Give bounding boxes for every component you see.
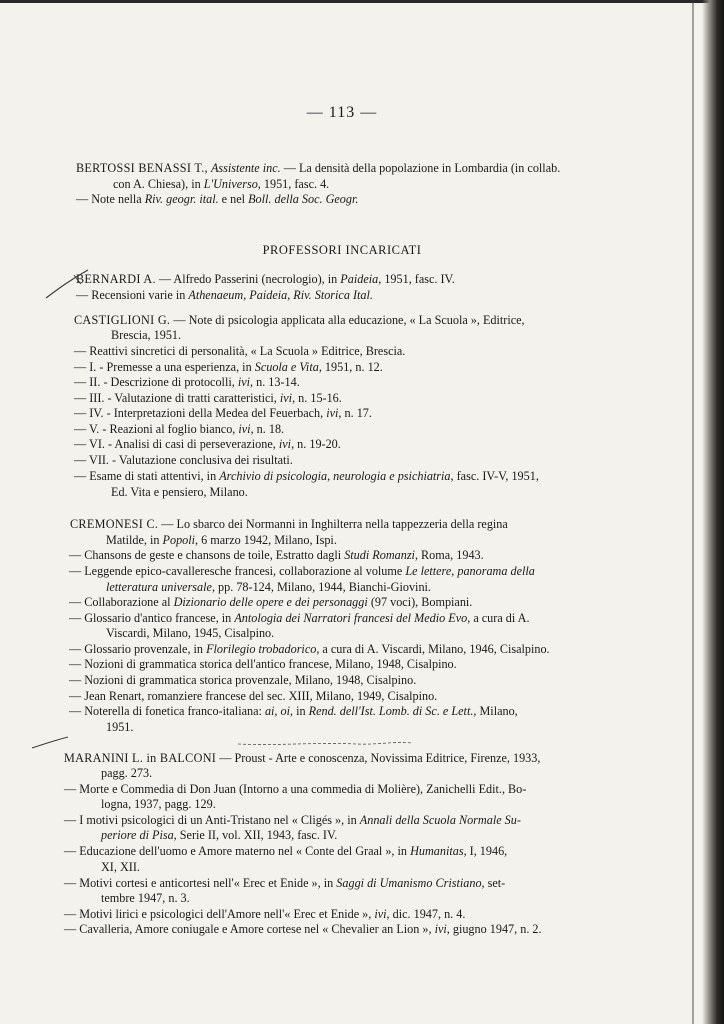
journal-title: L'Universo <box>203 177 258 191</box>
entry-text: e nel <box>218 192 249 206</box>
entry-text: (97 voci), Bompiani. <box>367 595 473 609</box>
book-title: Florilegio trobadorico <box>206 642 317 656</box>
entry-text: — Esame di stati attentivi, in <box>74 469 220 483</box>
book-title: Le lettere, panorama della <box>405 564 535 578</box>
book-title: Dizionario delle opere e dei personaggi <box>173 595 368 609</box>
entry-maranini-line-9 <box>64 876 505 892</box>
entry-maranini-line-10: tembre 1947, n. 3. <box>101 891 190 905</box>
entry-text: — Proust - Arte e conoscenza, Novissima Editrice, Firenze, 1933, <box>216 751 541 765</box>
entry-castiglioni-line-11 <box>74 469 539 485</box>
journal-title: Archivio di psicologia, neurologia e psichiatria <box>219 469 451 483</box>
entry-cremonesi-line-14: 1951. <box>106 720 134 734</box>
author-name: CREMONESI C. <box>70 517 159 531</box>
entry-text: — Note nella <box>76 192 145 206</box>
entry-maranini-line-1 <box>64 751 540 767</box>
entry-cremonesi-line-9 <box>69 642 550 658</box>
journal-title: Humanitas <box>410 844 464 858</box>
entry-cremonesi-line-6 <box>69 595 472 611</box>
journal-title: Boll. della Soc. Geogr. <box>248 192 359 206</box>
entry-text: , Milano, <box>473 704 518 718</box>
entry-text: , I, 1946, <box>463 844 508 858</box>
entry-text: , 1951, fasc. IV. <box>378 272 455 286</box>
entry-text: — Glossario provenzale, in <box>69 642 207 656</box>
entry-text: , Roma, 1943. <box>414 548 484 562</box>
entry-text: , n. 19-20. <box>291 437 341 451</box>
author-name: CASTIGLIONI G. <box>74 313 171 327</box>
entry-maranini-line-3: — Morte e Commedia di Don Juan (Intorno a una commedia di Molière), Zanichelli Edit., Bo- <box>64 782 527 796</box>
entry-maranini-line-4: logna, 1937, pagg. 129. <box>101 797 216 811</box>
entry-text: , set- <box>481 876 506 890</box>
entry-cremonesi-line-2 <box>106 533 337 549</box>
italic-text: ivi <box>237 375 250 389</box>
entry-text: , Serie II, vol. XII, 1943, fasc. IV. <box>173 828 338 842</box>
italic-text: ai, oi, <box>264 704 294 718</box>
entry-maranini-line-6 <box>101 828 337 844</box>
entry-maranini-line-2: pagg. 273. <box>101 766 153 780</box>
entry-text: — II. - Descrizione di protocolli, <box>74 375 238 389</box>
journal-title: Riv. geogr. ital. <box>144 192 219 206</box>
journal-title: periore di Pisa <box>101 828 174 842</box>
journal-title: Popoli <box>162 533 196 547</box>
entry-cremonesi-line-1 <box>70 517 508 533</box>
entry-text: — Note di psicologia applicata alla educazione, « La Scuola », Editrice, <box>170 313 525 327</box>
entry-cremonesi-line-12: — Jean Renart, romanziere francese del sec. XIII, Milano, 1949, Cisalpino. <box>69 689 438 703</box>
book-title: Antologia dei Narratori francesi del Medio Evo <box>234 611 468 625</box>
italic-text: ivi <box>279 391 293 405</box>
entry-text: — Glossario d'antico francese, in <box>69 611 235 625</box>
entry-text: , 6 marzo 1942, Milano, Ispi. <box>195 533 337 547</box>
entry-maranini-line-11 <box>64 907 465 923</box>
entry-bernardi-line-1 <box>76 272 455 288</box>
entry-cremonesi-line-13 <box>69 704 518 720</box>
journal-title: Paideia <box>340 272 379 286</box>
journal-title: Annali della Scuola Normale Su- <box>359 813 521 827</box>
entry-text: — Alfredo Passerini (necrologio), in <box>155 272 341 286</box>
page-number: — 113 — <box>306 104 378 121</box>
entry-text: — Cavalleria, Amore coniugale e Amore cortese nel « Chevalier an Lion », <box>64 922 435 936</box>
italic-text: ivi <box>326 406 339 420</box>
italic-text: ivi <box>238 422 251 436</box>
entry-text: — Lo sbarco dei Normanni in Inghilterra nella tappezzeria della regina <box>158 517 508 531</box>
entry-castiglioni-line-10: — VII. - Valutazione conclusiva dei risultati. <box>74 453 293 467</box>
entry-text: — V. - Reazioni al foglio bianco, <box>74 422 239 436</box>
pencil-margin-mark <box>30 734 70 750</box>
entry-maranini-line-5 <box>64 813 521 829</box>
journal-title: Scuola e Vita <box>254 360 319 374</box>
entry-text: , n. 17. <box>338 406 372 420</box>
entry-text: con A. Chiesa), in <box>113 177 204 191</box>
entry-text: , fasc. IV-V, 1951, <box>450 469 539 483</box>
entry-cremonesi-line-10: — Nozioni di grammatica storica dell'antico francese, Milano, 1948, Cisalpino. <box>69 657 457 671</box>
entry-text: , pp. 78-124, Milano, 1944, Bianchi-Giovini. <box>211 580 431 594</box>
author-name: BERNARDI A. <box>76 272 156 286</box>
entry-text: , a cura di A. Viscardi, Milano, 1946, Cisalpino. <box>316 642 550 656</box>
entry-text: — III. - Valutazione di tratti caratteristici, <box>74 391 280 405</box>
entry-cremonesi-line-11: — Nozioni di grammatica storica provenzale, Milano, 1948, Cisalpino. <box>69 673 417 687</box>
section-heading: PROFESSORI INCARICATI <box>262 243 422 257</box>
journal-title: Saggi di Umanismo Cristiano <box>336 876 482 890</box>
entry-cremonesi-line-5 <box>106 580 431 596</box>
entry-castiglioni-line-12: Ed. Vita e pensiero, Milano. <box>111 485 248 499</box>
entry-text: — Noterella di fonetica franco-italiana: <box>69 704 265 718</box>
entry-text: , n. 13-14. <box>250 375 300 389</box>
entry-castiglioni-line-7 <box>74 406 372 422</box>
entry-text: , 1951, n. 12. <box>318 360 383 374</box>
entry-text: — VI. - Analisi di casi di perseverazione, <box>74 437 279 451</box>
entry-text: , n. 15-16. <box>292 391 342 405</box>
entry-castiglioni-line-2: Brescia, 1951. <box>111 328 182 342</box>
entry-text: — Motivi lirici e psicologici dell'Amore nell'« Erec et Enide », <box>64 907 375 921</box>
entry-text: , dic. 1947, n. 4. <box>386 907 466 921</box>
entry-text: , 1951, fasc. 4. <box>257 177 330 191</box>
entry-bernardi-line-2 <box>76 288 373 304</box>
entry-cremonesi-line-4 <box>69 564 535 580</box>
entry-castiglioni-line-9 <box>74 437 341 453</box>
entry-castiglioni-line-3: — Reattivi sincretici di personalità, « La Scuola » Editrice, Brescia. <box>74 344 406 358</box>
entry-text: , giugno 1947, n. 2. <box>446 922 542 936</box>
journal-title: Studi Romanzi <box>344 548 415 562</box>
entry-text: , n. 18. <box>250 422 285 436</box>
entry-text: — Recensioni varie in <box>76 288 189 302</box>
entry-text: — Chansons de geste e chansons de toile, Estratto dagli <box>69 548 345 562</box>
entry-text: Matilde, in <box>106 533 163 547</box>
journal-title: Rend. dell'Ist. Lomb. di Sc. e Lett. <box>308 704 474 718</box>
author-name: MARANINI L. in BALCONI <box>64 751 217 765</box>
entry-castiglioni-line-5 <box>74 375 300 391</box>
book-title: letteratura universale <box>106 580 212 594</box>
entry-text: — I. - Premesse a una esperienza, in <box>74 360 255 374</box>
entry-castiglioni-line-6 <box>74 391 342 407</box>
entry-maranini-line-12 <box>64 922 542 938</box>
author-name: BERTOSSI BENASSI T., <box>76 161 208 175</box>
entry-maranini-line-8: XI, XII. <box>101 860 140 874</box>
entry-bertossi-line-3 <box>76 192 358 208</box>
entry-maranini-line-7 <box>64 844 507 860</box>
entry-bertossi-line-1 <box>76 161 560 177</box>
entry-castiglioni-line-8 <box>74 422 284 438</box>
entry-text: , a cura di A. <box>467 611 530 625</box>
entry-text: — Collaborazione al <box>69 595 174 609</box>
entry-text: — I motivi psicologici di un Anti-Tristano nel « Cligés », in <box>64 813 360 827</box>
entry-cremonesi-line-3 <box>69 548 484 564</box>
entry-cremonesi-line-8: Viscardi, Milano, 1945, Cisalpino. <box>106 626 275 640</box>
entry-castiglioni-line-1 <box>74 313 525 329</box>
italic-text: ivi <box>434 922 447 936</box>
entry-text: — Leggende epico-cavalleresche francesi, collaborazione al volume <box>69 564 406 578</box>
entry-text: — IV. - Interpretazioni della Medea del Feuerbach, <box>74 406 327 420</box>
journal-title: Athenaeum, Paideia, Riv. Storica Ital. <box>188 288 373 302</box>
entry-text: — Educazione dell'uomo e Amore materno nel « Conte del Graal », in <box>64 844 411 858</box>
entry-text: — La densità della popolazione in Lombardia (in collab. <box>280 161 561 175</box>
entry-castiglioni-line-4 <box>74 360 383 376</box>
entry-text: — Motivi cortesi e anticortesi nell'« Erec et Enide », in <box>64 876 337 890</box>
entry-text: in <box>293 704 309 718</box>
entry-cremonesi-line-7 <box>69 611 530 627</box>
entry-bertossi-line-2 <box>113 177 329 193</box>
italic-text: ivi <box>374 907 387 921</box>
italic-text: ivi <box>278 437 292 451</box>
author-role: Assistente inc. <box>210 161 281 175</box>
pencil-underline-mark <box>236 738 414 748</box>
